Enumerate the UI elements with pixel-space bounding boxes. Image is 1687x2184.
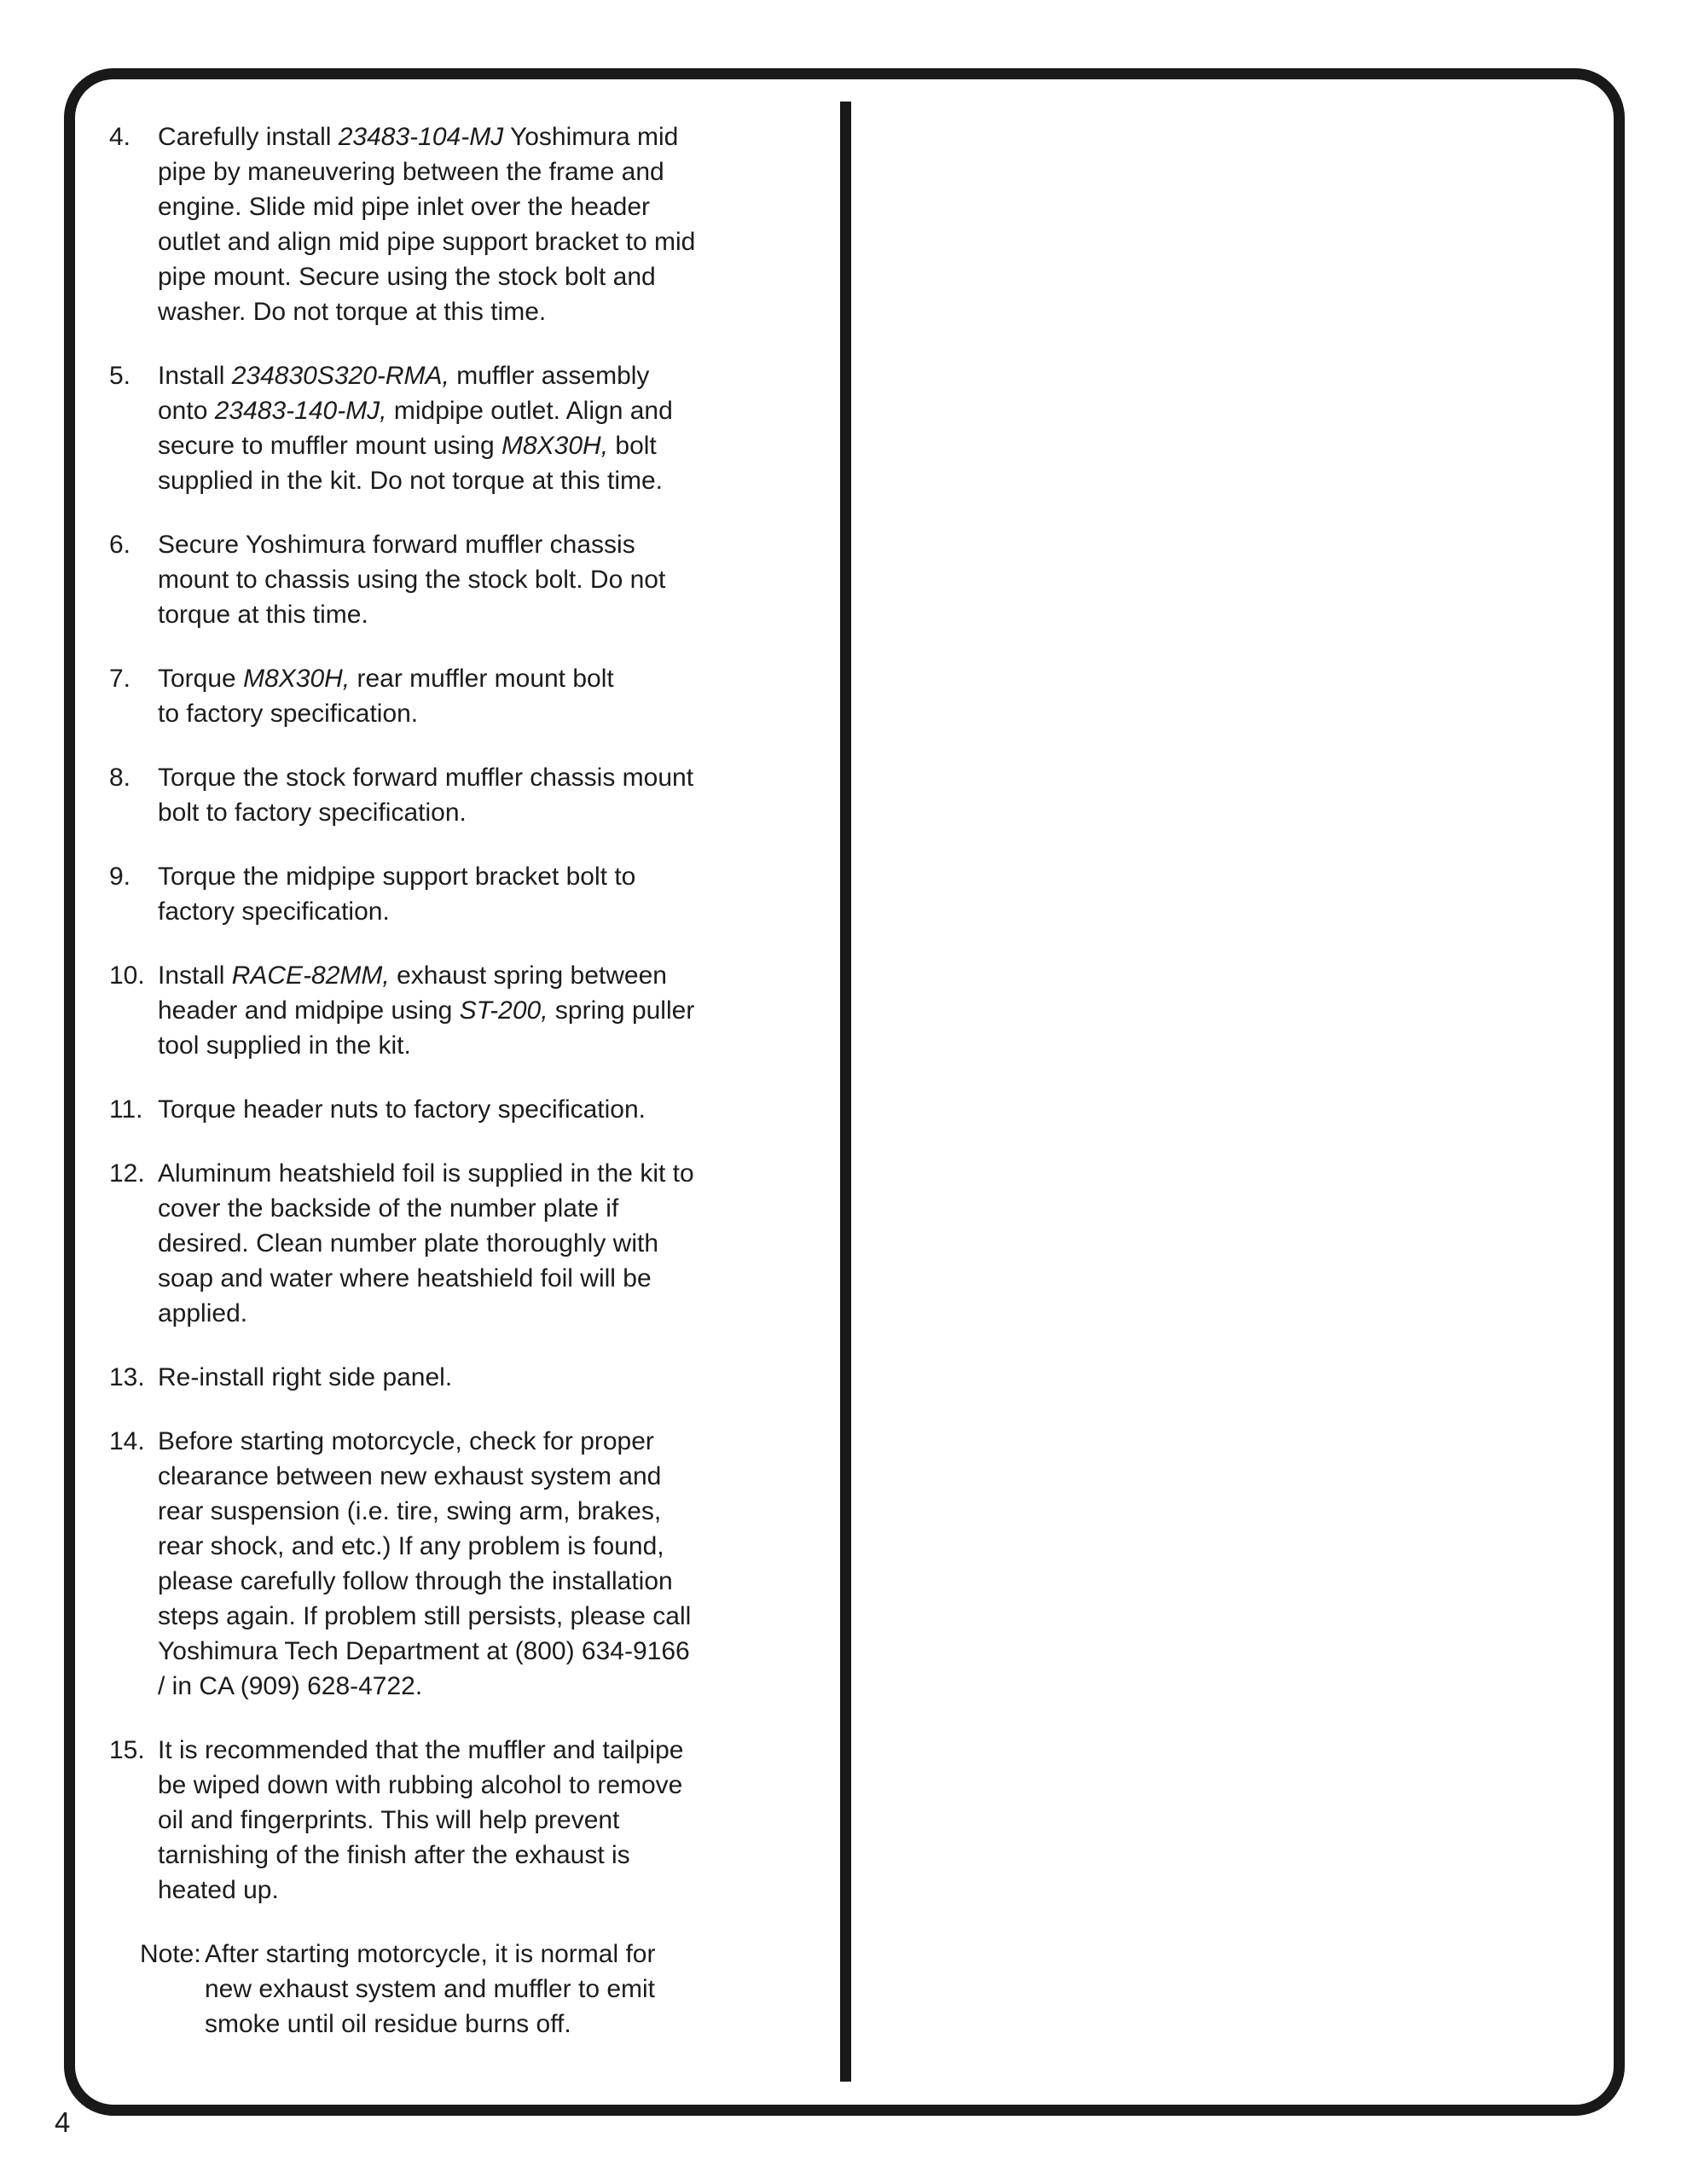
- body-text: Torque the midpipe support bracket bolt to: [158, 863, 636, 891]
- body-text: pipe by maneuvering between the frame and: [158, 158, 664, 186]
- body-text: bolt: [608, 432, 657, 460]
- text-line: [158, 1803, 826, 1838]
- text-line: [158, 1360, 826, 1395]
- text-line: [158, 1599, 826, 1634]
- item-lines: [158, 358, 826, 498]
- instruction-item: [109, 119, 826, 329]
- text-line: [158, 1529, 826, 1564]
- text-line: [158, 760, 826, 795]
- item-lines: [158, 859, 826, 929]
- body-text: Secure Yoshimura forward muffler chassis: [158, 531, 635, 559]
- body-text: rear suspension (i.e. tire, swing arm, brakes,: [158, 1497, 662, 1525]
- text-line: [158, 119, 826, 154]
- body-text: be wiped down with rubbing alcohol to remove: [158, 1771, 683, 1799]
- item-lines: [158, 1360, 826, 1395]
- text-line: [205, 2007, 826, 2042]
- text-line: [158, 428, 826, 463]
- text-line: [158, 562, 826, 597]
- item-number: 15.: [109, 1736, 145, 1764]
- text-line: [158, 154, 826, 189]
- text-line: [158, 1424, 826, 1459]
- item-number: 12.: [109, 1159, 145, 1188]
- body-text: Yoshimura mid: [503, 123, 679, 151]
- item-number: 11.: [109, 1095, 143, 1124]
- column-divider: [840, 102, 851, 2082]
- instruction-item: [109, 358, 826, 498]
- item-number: 9.: [109, 863, 131, 891]
- body-text: to factory specification.: [158, 700, 419, 728]
- instruction-item: [109, 1156, 826, 1331]
- page-number: 4: [55, 2106, 71, 2138]
- body-text: After starting motorcycle, it is normal for: [205, 1940, 656, 1968]
- text-line: [158, 1191, 826, 1226]
- item-lines: [158, 760, 826, 830]
- text-line: [158, 527, 826, 562]
- body-text: soap and water where heatshield foil will be: [158, 1264, 652, 1292]
- body-text: Carefully install: [158, 123, 339, 151]
- text-line: [158, 1768, 826, 1803]
- item-number: 6.: [109, 531, 131, 559]
- text-line: [158, 463, 826, 498]
- body-text: factory specification.: [158, 897, 390, 926]
- part-number-text: 234830S320-RMA,: [231, 362, 449, 390]
- item-number: 8.: [109, 764, 131, 792]
- text-line: [158, 894, 826, 929]
- text-line: [205, 1937, 826, 1972]
- body-text: oil and fingerprints. This will help prevent: [158, 1806, 620, 1834]
- body-text: muffler assembly: [449, 362, 650, 390]
- body-text: midpipe outlet. Align and: [386, 397, 673, 425]
- body-text: clearance between new exhaust system and: [158, 1462, 662, 1490]
- instruction-item: [109, 859, 826, 929]
- instruction-item: [109, 1360, 826, 1395]
- body-text: engine. Slide mid pipe inlet over the header: [158, 193, 651, 221]
- part-number-text: M8X30H,: [501, 432, 609, 460]
- text-line: [158, 859, 826, 894]
- part-number-text: M8X30H,: [243, 665, 351, 693]
- body-text: Install: [158, 362, 232, 390]
- text-line: [158, 1564, 826, 1599]
- item-lines: [158, 1156, 826, 1331]
- text-line: [158, 1634, 826, 1669]
- text-line: [158, 1669, 826, 1704]
- body-text: header and midpipe using: [158, 996, 460, 1025]
- item-lines: [158, 958, 826, 1063]
- item-number: 4.: [109, 123, 131, 151]
- text-line: [158, 1838, 826, 1873]
- instruction-item: [109, 958, 826, 1063]
- text-line: [158, 294, 826, 329]
- body-text: exhaust spring between: [389, 961, 667, 990]
- text-line: [158, 1733, 826, 1768]
- body-text: washer. Do not torque at this time.: [158, 298, 547, 326]
- part-number-text: ST-200,: [459, 996, 548, 1025]
- note-row: [140, 1937, 826, 2042]
- instruction-item: [109, 527, 826, 632]
- text-line: [158, 1092, 826, 1127]
- text-line: [158, 1028, 826, 1063]
- body-text: Torque the stock forward muffler chassis mount: [158, 764, 694, 792]
- text-line: [158, 1296, 826, 1331]
- body-text: It is recommended that the muffler and tailpipe: [158, 1736, 684, 1764]
- text-line: [158, 1873, 826, 1908]
- item-lines: [158, 1092, 826, 1127]
- body-text: / in CA (909) 628-4722.: [158, 1672, 423, 1700]
- instruction-item: [109, 661, 826, 731]
- body-text: tarnishing of the finish after the exhaust is: [158, 1841, 630, 1869]
- body-text: Torque: [158, 665, 244, 693]
- body-text: rear muffler mount bolt: [350, 665, 614, 693]
- instruction-item: [109, 760, 826, 830]
- item-number: 7.: [109, 665, 131, 693]
- body-text: applied.: [158, 1299, 248, 1327]
- text-line: [158, 189, 826, 224]
- body-text: pipe mount. Secure using the stock bolt and: [158, 263, 656, 291]
- text-line: [158, 1261, 826, 1296]
- body-text: rear shock, and etc.) If any problem is found,: [158, 1532, 664, 1560]
- instruction-item: [109, 1092, 826, 1127]
- item-number: 5.: [109, 362, 131, 390]
- body-text: Install: [158, 961, 232, 990]
- text-line: [158, 1156, 826, 1191]
- item-number: 14.: [109, 1427, 145, 1455]
- body-text: outlet and align mid pipe support bracket to mid: [158, 228, 696, 256]
- body-text: torque at this time.: [158, 601, 368, 629]
- text-line: [158, 993, 826, 1028]
- body-text: cover the backside of the number plate if: [158, 1194, 619, 1223]
- item-lines: [158, 661, 826, 731]
- text-line: [158, 1226, 826, 1261]
- body-text: supplied in the kit. Do not torque at this time.: [158, 467, 663, 495]
- text-line: [158, 1494, 826, 1529]
- part-number-text: 23483-104-MJ: [338, 123, 504, 151]
- text-line: [158, 1459, 826, 1494]
- instruction-item: [109, 1733, 826, 1908]
- text-line: [158, 661, 826, 696]
- item-lines: [158, 1424, 826, 1704]
- text-line: [205, 1972, 826, 2007]
- item-number: 10.: [109, 961, 145, 990]
- body-text: steps again. If problem still persists, please call: [158, 1602, 692, 1630]
- text-line: [158, 224, 826, 259]
- item-lines: [158, 119, 826, 329]
- body-text: please carefully follow through the installation: [158, 1567, 673, 1595]
- text-line: [158, 795, 826, 830]
- part-number-text: RACE-82MM,: [231, 961, 390, 990]
- item-lines: [158, 1733, 826, 1908]
- body-text: Yoshimura Tech Department at (800) 634-9166: [158, 1637, 690, 1665]
- body-text: new exhaust system and muffler to emit: [205, 1975, 656, 2003]
- body-text: smoke until oil residue burns off.: [205, 2010, 571, 2038]
- item-lines: [158, 527, 826, 632]
- body-text: desired. Clean number plate thoroughly with: [158, 1229, 659, 1258]
- item-number: 13.: [109, 1363, 145, 1391]
- body-text: heated up.: [158, 1876, 279, 1904]
- text-line: [158, 393, 826, 428]
- item-lines: [205, 1937, 826, 2042]
- instruction-list: [109, 119, 826, 2042]
- instruction-item: [109, 1424, 826, 1704]
- body-text: spring puller: [548, 996, 695, 1025]
- body-text: onto: [158, 397, 215, 425]
- text-line: [158, 696, 826, 731]
- text-line: [158, 958, 826, 993]
- text-line: [158, 358, 826, 393]
- text-line: [158, 259, 826, 294]
- text-line: [158, 597, 826, 632]
- body-text: tool supplied in the kit.: [158, 1031, 411, 1060]
- note-label: Note:: [140, 1940, 201, 1968]
- body-text: Before starting motorcycle, check for proper: [158, 1427, 654, 1455]
- body-text: secure to muffler mount using: [158, 432, 501, 460]
- part-number-text: 23483-140-MJ,: [214, 397, 387, 425]
- body-text: mount to chassis using the stock bolt. Do not: [158, 566, 666, 594]
- body-text: Re-install right side panel.: [158, 1363, 453, 1391]
- body-text: bolt to factory specification.: [158, 799, 467, 827]
- body-text: Torque header nuts to factory specification.: [158, 1095, 646, 1124]
- body-text: Aluminum heatshield foil is supplied in the kit to: [158, 1159, 694, 1188]
